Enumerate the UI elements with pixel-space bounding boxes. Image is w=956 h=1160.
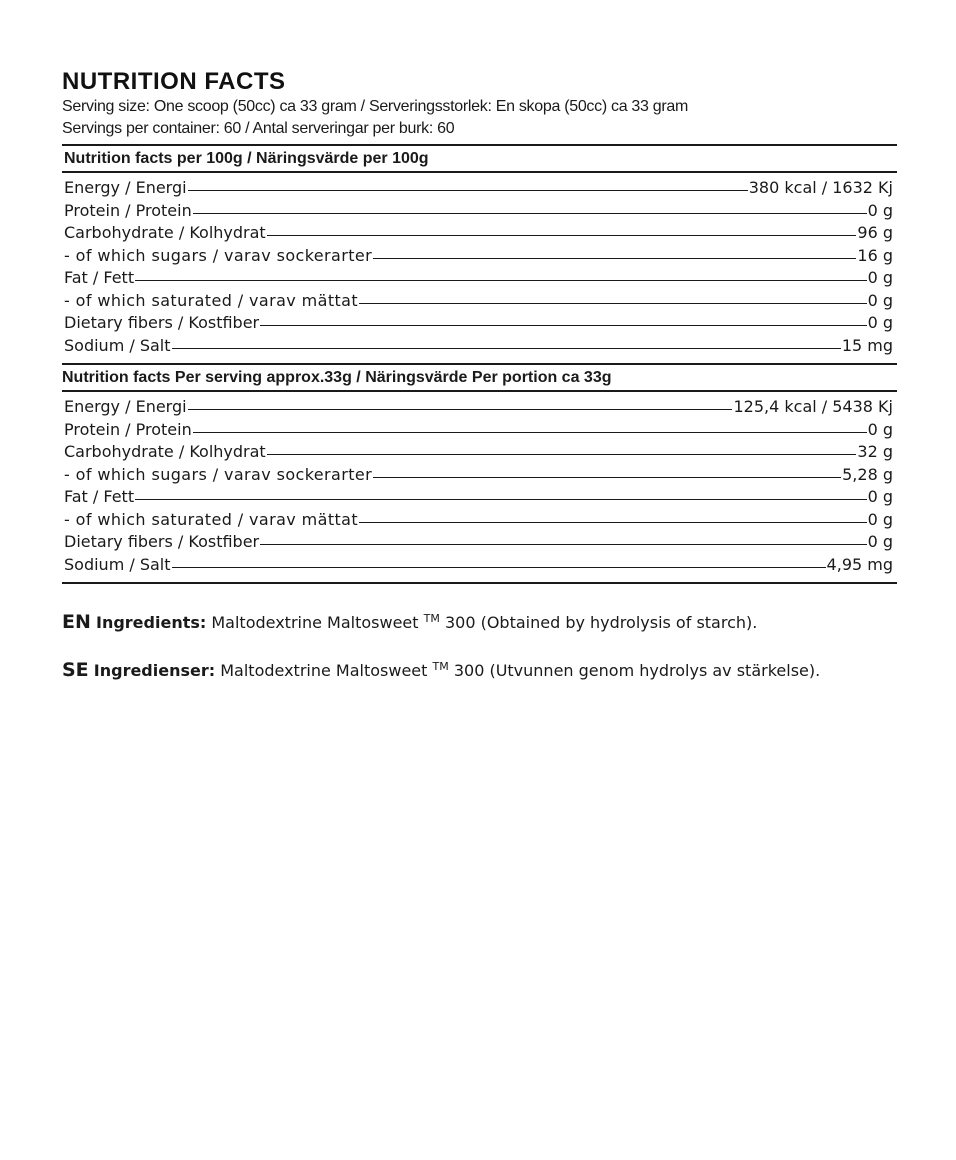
nutrient-name: - of which sugars / varav sockerarter	[64, 464, 373, 484]
nutrient-value: 5,28 g	[842, 464, 893, 484]
leader-line	[135, 499, 866, 500]
leader-line	[193, 432, 867, 433]
nutrient-row-sodium	[62, 335, 897, 358]
nutrient-name: Sodium / Salt	[64, 554, 171, 574]
leader-line	[188, 409, 733, 410]
per-100g-table	[62, 173, 897, 363]
nutrient-value: 4,95 mg	[826, 554, 893, 574]
nutrient-value: 0 g	[867, 532, 893, 551]
leader-line	[359, 303, 867, 304]
nutrient-value: 15 mg	[841, 335, 893, 355]
nutrient-value: 0 g	[867, 313, 893, 332]
nutrient-name: - of which sugars / varav sockerarter	[64, 245, 373, 265]
nutrient-value: 380 kcal / 1632 Kj	[748, 178, 893, 197]
trademark-mark: TM	[423, 612, 440, 625]
leader-line	[172, 348, 841, 349]
serving-size: Serving size: One scoop (50cc) ca 33 gram / Serveringsstorlek: En skopa (50cc) ca 33 gram	[62, 98, 689, 115]
nutrient-name: Fat / Fett	[64, 487, 135, 506]
nutrient-row-fat	[62, 486, 897, 509]
ingredients-se	[62, 656, 897, 682]
per-serving-table	[62, 392, 897, 582]
leader-line	[267, 235, 857, 236]
nutrient-name: Dietary fibers / Kostfiber	[64, 313, 260, 332]
ingredients-text: 300 (Utvunnen genom hydrolys av stärkelse).	[453, 661, 821, 680]
nutrient-row-energy	[62, 396, 897, 419]
nutrient-value: 0 g	[867, 509, 893, 529]
ingredients-label: Ingredienser:	[93, 661, 216, 680]
leader-line	[193, 213, 867, 214]
nutrient-value: 0 g	[867, 487, 893, 506]
leader-line	[359, 522, 867, 523]
leader-line	[260, 544, 866, 545]
nutrient-row-saturated	[62, 509, 897, 532]
page-title: NUTRITION FACTS	[62, 68, 286, 95]
nutrient-name: Sodium / Salt	[64, 335, 171, 355]
nutrient-name: - of which saturated / varav mättat	[64, 509, 359, 529]
nutrient-row-carbohydrate	[62, 441, 897, 464]
ingredients-text: 300 (Obtained by hydrolysis of starch).	[444, 613, 758, 632]
ingredients-label: Ingredients:	[95, 613, 207, 632]
nutrient-row-sodium	[62, 554, 897, 577]
leader-line	[188, 190, 748, 191]
nutrient-row-fat	[62, 267, 897, 290]
leader-line	[373, 258, 856, 259]
nutrient-row-protein	[62, 200, 897, 223]
nutrition-panel	[62, 68, 897, 584]
nutrient-name: - of which saturated / varav mättat	[64, 290, 359, 310]
language-code: SE	[62, 659, 89, 681]
nutrient-name: Carbohydrate / Kolhydrat	[64, 442, 266, 461]
language-code: EN	[62, 611, 91, 633]
nutrient-value: 0 g	[867, 200, 893, 220]
nutrient-value: 125,4 kcal / 5438 Kj	[733, 397, 893, 416]
nutrient-name: Energy / Energi	[64, 178, 187, 197]
ingredients-en	[62, 608, 897, 634]
trademark-mark: TM	[432, 660, 449, 673]
nutrient-row-sugars	[62, 464, 897, 487]
nutrient-name: Protein / Protein	[64, 200, 192, 220]
leader-line	[260, 325, 866, 326]
nutrient-value: 0 g	[867, 290, 893, 310]
nutrient-row-energy	[62, 177, 897, 200]
nutrient-row-carbohydrate	[62, 222, 897, 245]
per-100g-heading: Nutrition facts per 100g / Näringsvärde per 100g	[64, 150, 429, 167]
nutrient-row-sugars	[62, 245, 897, 268]
leader-line	[267, 454, 857, 455]
nutrient-name: Fat / Fett	[64, 268, 135, 287]
nutrient-value: 96 g	[857, 223, 893, 242]
nutrient-name: Energy / Energi	[64, 397, 187, 416]
leader-line	[172, 567, 826, 568]
ingredients-text: Maltodextrine Maltosweet	[211, 613, 419, 632]
divider	[62, 582, 897, 584]
nutrient-row-fibers	[62, 312, 897, 335]
nutrient-row-protein	[62, 419, 897, 442]
nutrient-name: Carbohydrate / Kolhydrat	[64, 223, 266, 242]
ingredients-text: Maltodextrine Maltosweet	[220, 661, 428, 680]
nutrient-name: Dietary fibers / Kostfiber	[64, 532, 260, 551]
nutrient-row-saturated	[62, 290, 897, 313]
nutrient-value: 0 g	[867, 419, 893, 439]
leader-line	[373, 477, 841, 478]
nutrient-value: 16 g	[857, 245, 893, 265]
nutrient-name: Protein / Protein	[64, 419, 192, 439]
servings-per-container: Servings per container: 60 / Antal serveringar per burk: 60	[62, 120, 455, 137]
nutrient-value: 0 g	[867, 268, 893, 287]
leader-line	[135, 280, 866, 281]
nutrient-row-fibers	[62, 531, 897, 554]
nutrient-value: 32 g	[857, 442, 893, 461]
per-serving-heading: Nutrition facts Per serving approx.33g / Näringsvärde Per portion ca 33g	[62, 369, 612, 386]
